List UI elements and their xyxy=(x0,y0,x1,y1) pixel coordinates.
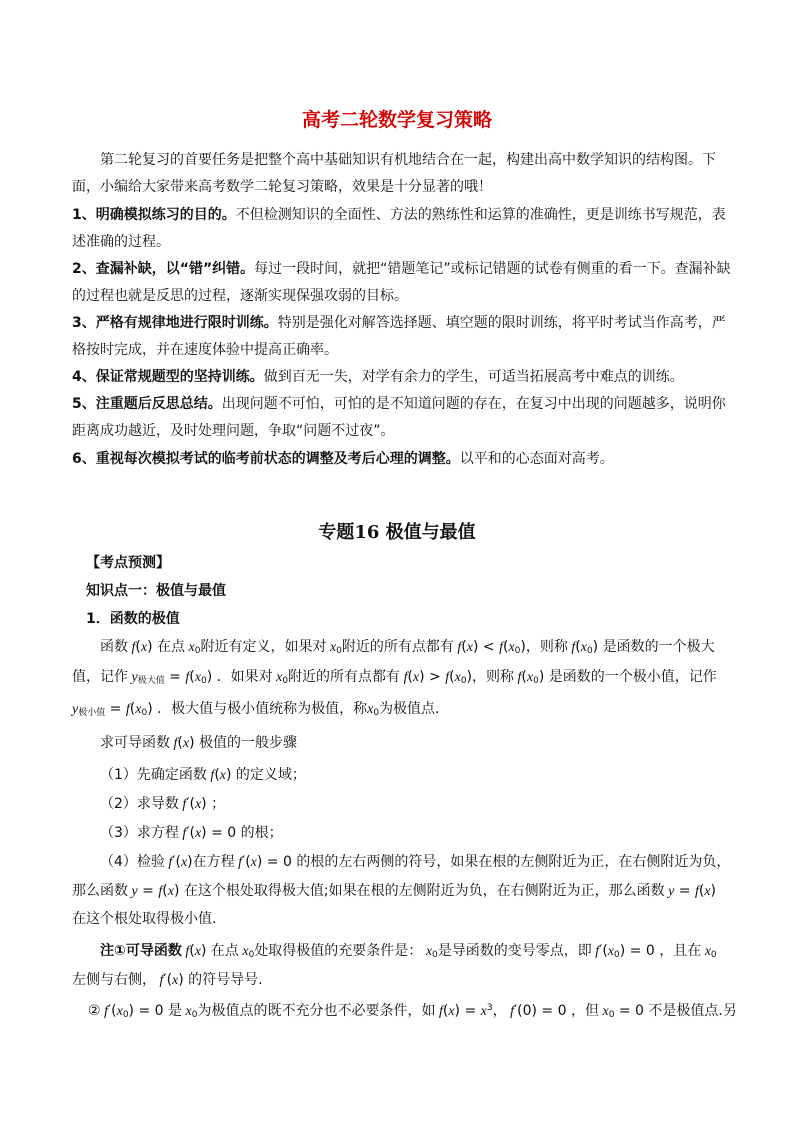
note-1-line-1: 注①可导函数 f(x) 在点 $x_0$处取得极值的充要条件是： $x_0$是导函数的变号零点，即 $f'(x_0) = 0$ ，且在 $x_0$ xyxy=(100,943,717,960)
strategy-5: 5、注重题后反思总结。出现问题不可怕，可怕的是不知道问题的存在，在复习中出现的问题越多，说明你 xyxy=(72,396,726,412)
strategy-4: 4、保证常规题型的坚持训练。做到百无一失，对学有余力的学生，可适当拓展高考中难点的训练。 xyxy=(72,369,684,385)
strategy-6-heading: 6、重视每次模拟考试的临考前状态的调整及考后心理的调整。 xyxy=(72,451,460,467)
intro-paragraph-line-2: 面，小编给大家带来高考数学二轮复习策略，效果是十分显著的哦！ xyxy=(72,179,492,195)
strategy-1-heading: 1、明确模拟练习的目的。 xyxy=(72,207,236,223)
knowledge-point-1: 知识点一：极值与最值 xyxy=(86,583,226,599)
step-4-line-3: 在这个根处取得极小值. xyxy=(72,911,217,927)
strategy-2-heading: 2、查漏补缺，以“错”纠错。 xyxy=(72,261,255,277)
topic-title: 专题16 极值与最值 xyxy=(318,522,476,543)
step-1: （1）先确定函数 f(x) 的定义域； xyxy=(100,767,306,783)
strategy-1-cont: 述准确的过程。 xyxy=(72,234,170,250)
strategy-1: 1、明确模拟练习的目的。不但检测知识的全面性、方法的熟练性和运算的准确性，更是训练书写规范，表 xyxy=(72,207,726,223)
definition-line-1: 函数 f(x) 在点 $x_0$附近有定义，如果对 $x_0$附近的所有点都有 $f(x) < f(x_0)$，则称 $f(x_0)$ 是函数的一个极大 xyxy=(100,639,715,656)
page-title: 高考二轮数学复习策略 xyxy=(301,109,492,131)
steps-intro: 求可导函数 f(x) 极值的一般步骤 xyxy=(100,735,297,751)
strategy-3-cont: 格按时完成，并在速度体验中提高正确率。 xyxy=(72,342,338,358)
strategy-6: 6、重视每次模拟考试的临考前状态的调整及考后心理的调整。以平和的心态面对高考。 xyxy=(72,451,614,467)
strategy-3-heading: 3、严格有规律地进行限时训练。 xyxy=(72,315,278,331)
strategy-3: 3、严格有规律地进行限时训练。特别是强化对解答选择题、填空题的限时训练，将平时考试当作高考，严 xyxy=(72,315,726,331)
step-4-line-2: 那么函数 y = f(x) 在这个根处取得极大值;如果在根的左侧附近为负，在右侧附近为正，那么函数 y = f(x) xyxy=(72,883,716,899)
strategy-2: 2、查漏补缺，以“错”纠错。每过一段时间，就把“错题笔记”或标记错题的试卷有侧重的看一下。查漏补缺 xyxy=(72,261,731,277)
strategy-4-heading: 4、保证常规题型的坚持训练。 xyxy=(72,369,264,385)
step-3: （3）求方程 f′(x) = 0 的根； xyxy=(100,825,283,841)
strategy-5-cont: 距离成功越近，及时处理问题，争取“问题不过夜”。 xyxy=(72,423,395,439)
definition-line-2: 值，记作 $y_{极大值} = f(x_0)$ ．如果对 $x_0$附近的所有点都有 $f(x) > f(x_0)$，则称 $f(x_0)$ 是函数的一个极小值，记作 xyxy=(72,669,717,686)
strategy-2-cont: 的过程也就是反思的过程，逐渐实现保强攻弱的目标。 xyxy=(72,288,408,304)
step-2: （2）求导数 f′(x) ； xyxy=(100,796,226,812)
definition-line-3: $y_{极小值} = f(x_0)$ ．极大值与极小值统称为极值，称$x_0$为极值点． xyxy=(72,701,450,718)
note-2-line-1: ② $f'(x_0) = 0$ 是 $x_0$为极值点的既不充分也不必要条件，如 $f(x) = x^3$， f′(0) = 0 ，但 $x_0 = 0$ 不是极值点.另 xyxy=(88,1003,737,1020)
strategy-5-heading: 5、注重题后反思总结。 xyxy=(72,396,222,412)
forecast-heading: 【考点预测】 xyxy=(86,555,170,571)
note-1-line-2: 左侧与右侧， f′(x) 的符号导号. xyxy=(72,972,263,988)
step-4-line-1: （4）检验 f′(x)在方程 f′(x) = 0 的根的左右两侧的符号，如果在根的左侧附近为正，在右侧附近为负， xyxy=(100,854,731,870)
subsection-extremum: 1．函数的极值 xyxy=(86,611,180,627)
intro-paragraph-line-1: 第二轮复习的首要任务是把整个高中基础知识有机地结合在一起，构建出高中数学知识的结构图。下 xyxy=(100,152,716,168)
